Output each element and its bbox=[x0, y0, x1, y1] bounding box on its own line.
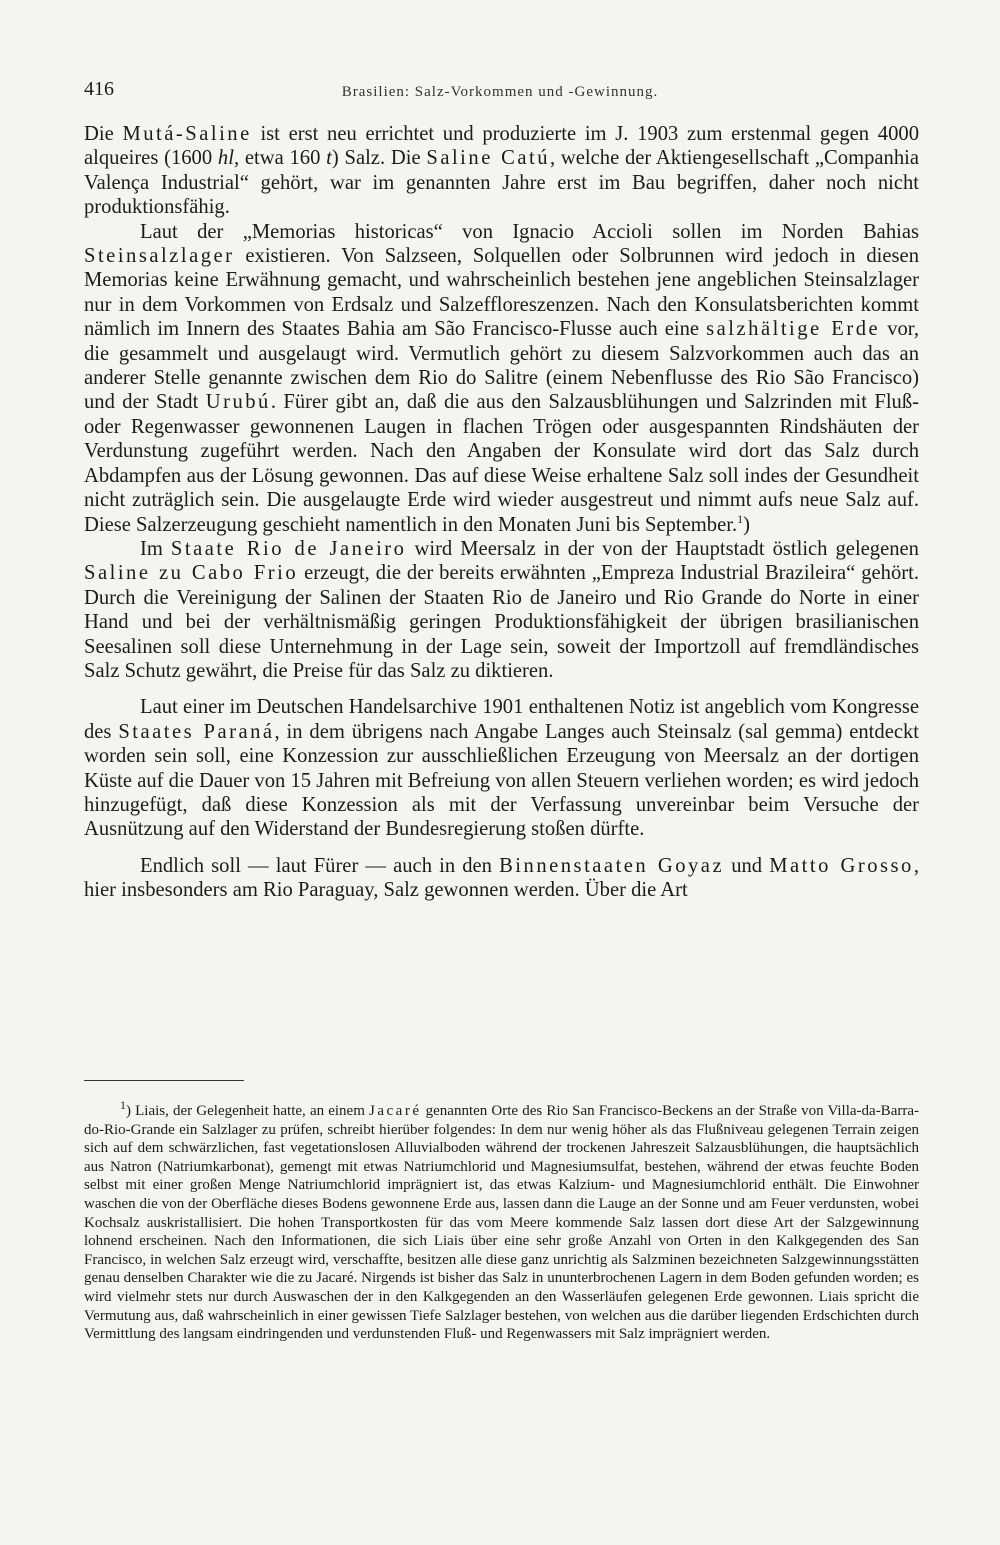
paragraph-4: Laut einer im Deutschen Handelsarchive 1901 enthaltenen Notiz ist angeblich vom Kongresse des Staates Paraná, in dem übrigens nach Angabe Langes auch Steinsalz (sal gemma) entdeckt worden sein soll, eine Konzession zur ausschließlichen Erzeugung von Meersalz an der dortigen Küste auf die Dauer von 15 Jahren mit Befreiung von allen Steuern verliehen worden; es wird jedoch hinzugefügt, daß diese Konzession als mit der Verfassung unvereinbar beim Versuche der Ausnützung auf den Widerstand der Bundesregierung stoßen dürfte. bbox=[84, 696, 919, 841]
footnote-mark: 1 bbox=[120, 1098, 126, 1112]
spaced-term: Staates Paraná bbox=[118, 720, 275, 743]
paragraph-5: Endlich soll — laut Fürer — auch in den Binnenstaaten Goyaz und Matto Grosso, hier insbesonders am Rio Paraguay, Salz gewonnen werden. Über die Art bbox=[84, 854, 920, 902]
spaced-term: Jacaré bbox=[369, 1103, 422, 1119]
spaced-term: Mutá-Saline bbox=[122, 123, 252, 145]
spaced-term: Urubú bbox=[205, 391, 271, 414]
spaced-term: Matto Grosso bbox=[769, 854, 914, 877]
paragraph-3: Im Staate Rio de Janeiro wird Meersalz in der von der Hauptstadt östlich gelegenen Saline zu Cabo Frio erzeugt, die der bereits erwähnten „Empreza Industrial Brazileira“ gehört. Durch die Vereinigung der Salinen der Staaten Rio de Janeiro und Rio Grande do Norte in einer Hand und bei der verhältnismäßig geringen Produktionsfähigkeit der übrigen brasilianischen Seesalinen soll diese Unternehmung in der Lage sein, soweit der Importzoll auf fremdländisches Salz Schutz gewährt, die Preise für das Salz zu diktieren. bbox=[84, 537, 919, 682]
spaced-term: Saline Catú bbox=[426, 147, 550, 170]
page-header bbox=[84, 78, 916, 108]
footnote-rule bbox=[84, 1080, 244, 1081]
spaced-term: salzhältige Erde bbox=[706, 318, 881, 341]
footnote-ref[interactable]: 1 bbox=[737, 511, 744, 526]
spaced-term: Steinsalzlager bbox=[84, 245, 235, 268]
paragraph-1: Die Mutá-Saline ist erst neu errichtet und produzierte im J. 1903 zum erstenmal gegen 4000 alqueires (1600 hl, etwa 160 t) Salz. Die Saline Catú, welche der Aktiengesellschaft „Companhia Valença Industrial“ gehört, war im genannten Jahre erst im Bau begriffen, daher noch nicht produktionsfähig. bbox=[84, 123, 919, 219]
spaced-term: Staate Rio de Janeiro bbox=[170, 537, 407, 560]
spaced-term: Binnenstaaten Goyaz bbox=[499, 854, 725, 877]
page-number: 416 bbox=[84, 78, 114, 100]
footnote-1: $^1$) Liais, der Gelegenheit hatte, an einem Jacaré genannten Orte des Rio San Francisco-Beckens an der Straße von Villa-da-Barra-do-Rio-Grande ein Salzlager zu prüfen, schreibt hierüber folgendes: In dem nur wenig höher als das Flußniveau gelegenen Terrain zeigen sich auf dem schwärzlichen, fast vegetationslosen Alluvialboden während der trockenen Jahreszeit Salzausblühungen, die hauptsächlich aus Natron (Natriumkarbonat), gemengt mit etwas Natriumchlorid und Magnesiumsulfat, bestehen, während der etwas feuchte Boden selbst mit einer großen Menge Natriumchlorid imprägniert ist, das etwas Kalzium- und Magnesiumchlorid enthält. Die Einwohner waschen die von der Oberfläche dieses Bodens gewonnene Erde aus, lassen dann die Lauge an der Sonne und am Feuer verdunsten, wobei Kochsalz auskristallisiert. Die hohen Transportkosten für das vom Meere kommende Salz lassen dort diese Art der Salzgewinnung lohnend erscheinen. Nach den Informationen, die sich Liais über eine sehr große Anzahl von Orten in den Kalkgegenden des San Francisco, in welchen Salz erzeugt wird, verschaffte, besitzen alle diese ganz unrichtig als Salzminen bezeichneten Salzgewinnungsstätten genau denselben Charakter wie die zu Jacaré. Nirgends ist bisher das Salz in ununterbrochenen Lagern in dem Boden gefunden worden; es wird vielmehr stets nur durch Auswaschen der in den Kalkgegenden an den Wasserläufen gelegenen Erde gewonnen. Liais spricht die Vermutung aus, daß wahrscheinlich in einer gewissen Tiefe Salzlager bestehen, von welchen aus die darüber liegenden Erdschichten durch Vermittlung des langsam eindringenden und verdunstenden Fluß- und Regenwassers mit Salz imprägniert werden. bbox=[84, 1098, 919, 1343]
main-text bbox=[84, 122, 919, 903]
paragraph-2: Laut der „Memorias historicas“ von Ignacio Accioli sollen im Norden Bahias Steinsalzlager existieren. Von Salzseen, Solquellen oder Solbrunnen wird jedoch in diesen Memorias keine Erwähnung gemacht, und wahrscheinlich bestehen jene angeblichen Steinsalzlager nur in dem Vorkommen von Erdsalz und Salzeffloreszenzen. Nach den Konsulatsberichten kommt nämlich im Innern des Staates Bahia am São Francisco-Flusse auch eine salzhältige Erde vor, die gesammelt und ausgelaugt wird. Vermutlich gehört zu diesem Salzvorkommen auch das an anderer Stelle genannte zwischen dem Rio do Salitre (einem Nebenflusse des Rio São Francisco) und der Stadt Urubú. Fürer gibt an, daß die aus den Salzausblühungen und Salzrinden mit Fluß- oder Regenwasser gewonnenen Laugen in flachen Trögen oder ausgespannten Rindshäuten der Verdunstung zugeführt werden. Nach den Angaben der Konsulate wird dort das Salz durch Abdampfen aus der Lösung gewonnen. Das auf diese Weise erhaltene Salz soll indes der Gesundheit nicht zuträglich sein. Die ausgelaugte Erde wird wieder ausgestreut und nimmt aufs neue Salz auf. Diese Salzerzeugung geschieht namentlich in den Monaten Juni bis September.$^1$) bbox=[84, 220, 919, 536]
running-head: Brasilien: Salz-Vorkommen und -Gewinnung. bbox=[341, 84, 659, 100]
spaced-term: Saline zu Cabo Frio bbox=[84, 562, 299, 585]
